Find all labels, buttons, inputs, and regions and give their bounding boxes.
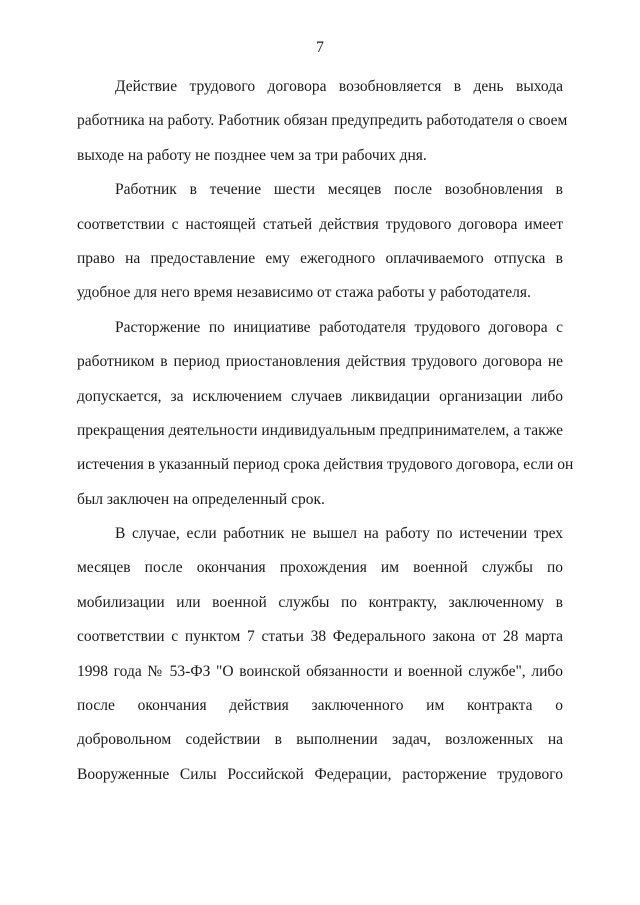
text-line: месяцев после окончания прохождения им военной службы по xyxy=(77,559,563,577)
text-line: выходе на работу не позднее чем за три рабочих дня. xyxy=(77,146,427,164)
paragraph-4 xyxy=(77,517,563,792)
text-line: добровольном содействии в выполнении задач, возложенных на xyxy=(77,731,563,749)
paragraph-2 xyxy=(77,173,563,311)
text-line: В случае, если работник не вышел на работу по истечении трех xyxy=(115,525,563,543)
text-line: Расторжение по инициативе работодателя трудового договора с xyxy=(115,318,563,336)
text-line: истечения в указанный период срока действия трудового договора, если он xyxy=(77,456,574,474)
text-line: прекращения деятельности индивидуальным предпринимателем, а также xyxy=(77,421,563,439)
paragraph-1 xyxy=(77,70,568,173)
text-line: Действие трудового договора возобновляется в день выхода xyxy=(115,78,563,95)
text-line: 1998 года № 53-ФЗ "О воинской обязанности и военной службе", либо xyxy=(77,662,563,680)
text-line: допускается, за исключением случаев ликвидации организации либо xyxy=(77,387,563,405)
text-line: право на предоставление ему ежегодного оплачиваемого отпуска в xyxy=(77,249,563,267)
text-line: Работник в течение шести месяцев после возобновления в xyxy=(115,181,563,199)
text-line: соответствии с настоящей статьей действия трудового договора имеет xyxy=(77,215,563,233)
page-number: 7 xyxy=(316,39,324,56)
text-line: удобное для него время независимо от стажа работы у работодателя. xyxy=(77,284,531,302)
text-line: работника на работу. Работник обязан предупредить работодателя о своем xyxy=(77,112,568,130)
text-line: Вооруженные Силы Российской Федерации, расторжение трудового xyxy=(77,765,563,783)
text-line: после окончания действия заключенного им контракта о xyxy=(77,697,563,715)
text-line: соответствии с пунктом 7 статьи 38 Федерального закона от 28 марта xyxy=(77,628,563,646)
text-line: мобилизации или военной службы по контракту, заключенному в xyxy=(77,593,563,611)
paragraph-3 xyxy=(77,311,574,517)
text-line: работником в период приостановления действия трудового договора не xyxy=(77,353,563,371)
text-line: был заключен на определенный срок. xyxy=(77,490,325,508)
document-body xyxy=(77,70,574,792)
